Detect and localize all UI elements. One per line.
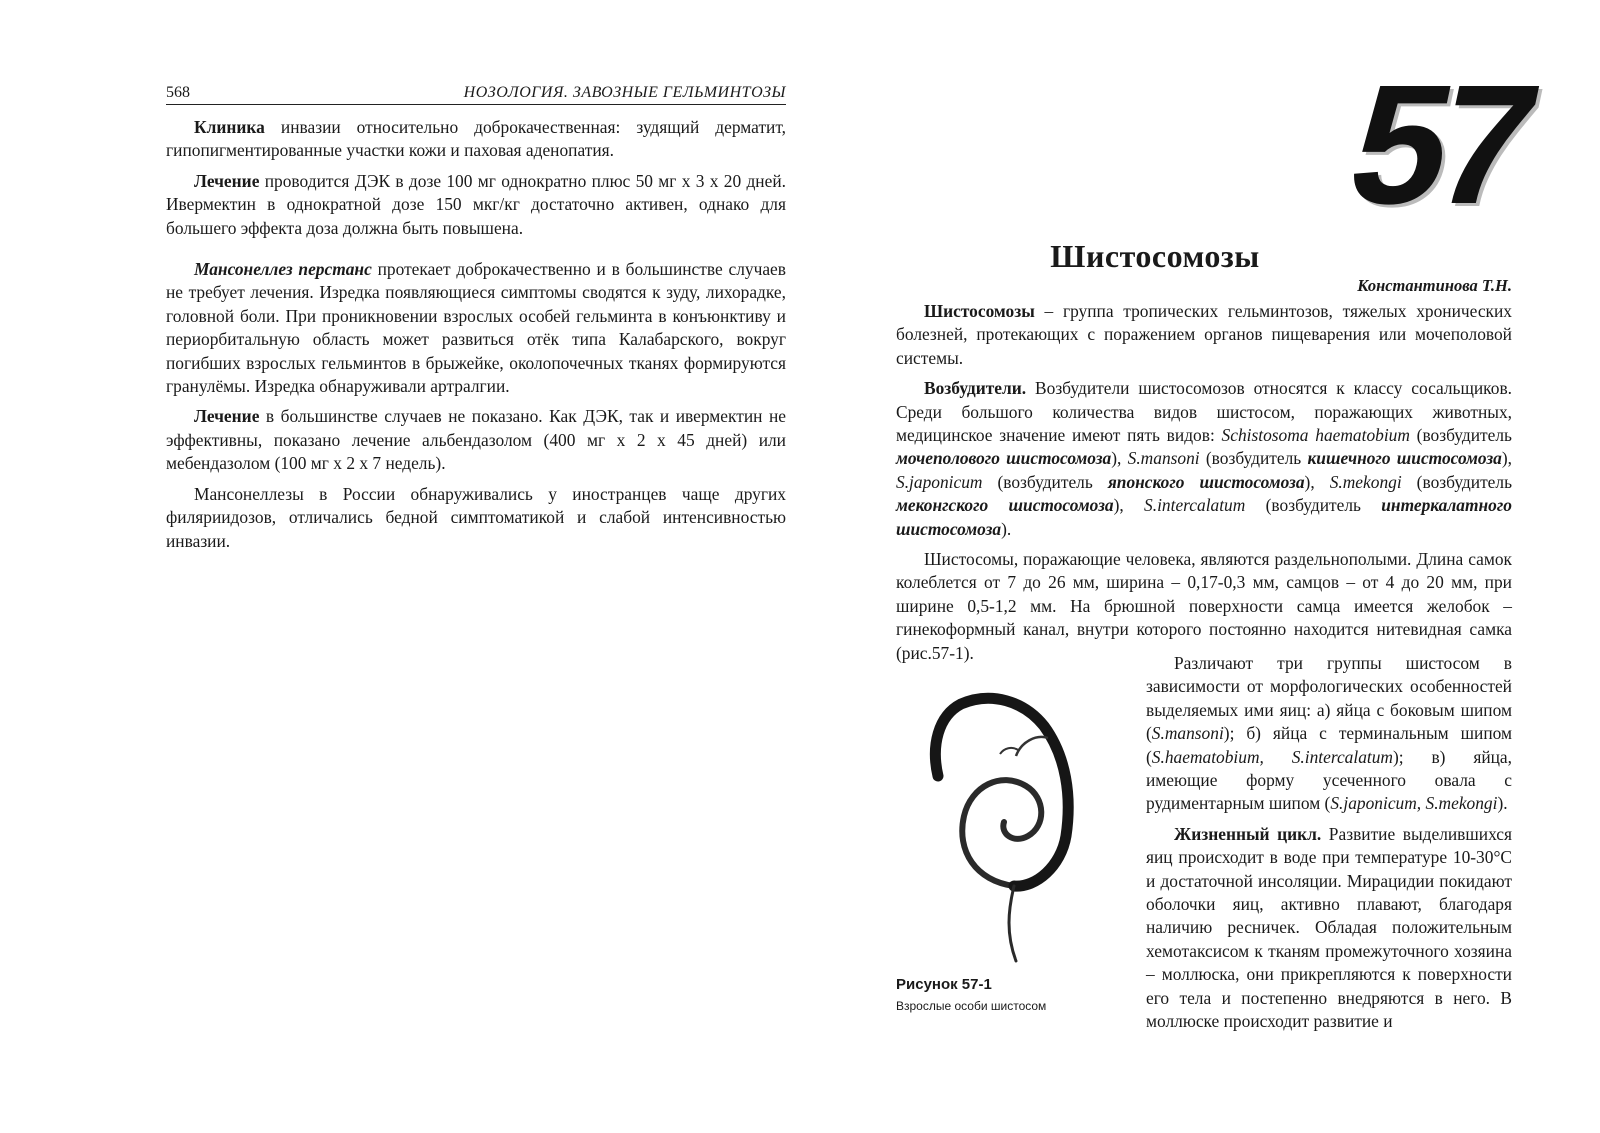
species-japonicum: S.japonicum xyxy=(896,471,983,492)
running-head xyxy=(166,80,786,105)
species-mansoni: S.mansoni xyxy=(1127,448,1200,469)
running-head-title: НОЗОЛОГИЯ. ЗАВОЗНЫЕ ГЕЛЬМИНТОЗЫ xyxy=(463,84,786,101)
schistosome-illustration xyxy=(916,676,1096,966)
term-life-cycle: Жизненный цикл. xyxy=(1174,823,1322,844)
wrapped-text-column xyxy=(1146,652,1512,1041)
term-schistosomiasis: Шистосомозы xyxy=(924,301,1035,321)
species-mekongi: S.mekongi xyxy=(1329,471,1402,492)
paragraph-mansonellosis-perstans: Мансонеллез перстанс протекает доброкачественно и в большинстве случаев не требует лечения. Изредка появляющиеся симптомы сводятся к зуду, лихорадке, головной боли. При проникновении взрослых особей гельминта в конъюнктиву и периорбитальную область может развиться отёк типа Калабарского, вокруг погибших взрослых гельминтов в брыжейке, околопочечных тканях формируются гранулёмы. Изредка обнаруживали артралгии. xyxy=(166,259,786,397)
species-haematobium: Schistosoma haematobium xyxy=(1221,425,1410,446)
figure-schistosomes xyxy=(896,676,1116,976)
paragraph-morphology: Шистосомы, поражающие человека, являются раздельнополыми. Длина самок колеблется от 7 до 26 мм, ширина – 0,17-0,3 мм, самцов – от 4 до 20 мм, при ширине 0,5-1,2 мм. На брюшной поверхности самца имеется желобок – гинекоформный канал, внутри которого постоянно находится нитевидная самка (рис.57-1). xyxy=(896,549,1512,663)
paragraph-life-cycle: Жизненный цикл. Развитие выделившихся яиц происходит в воде при температуре 10-30°С и достаточной инсоляции. Мирацидии покидают оболочки яиц, активно плавают, благодаря наличию ресничек. Обладая положительным хемотаксисом к тканям промежуточного хозяина – моллюска, они прикрепляются к поверхности его тела и постепенно внедряются в него. В моллюске происходит развитие и xyxy=(1146,823,1513,1032)
term-mansonellosis-perstans: Мансонеллез перстанс xyxy=(194,259,372,280)
paragraph-pathogens: Возбудители. Возбудители шистосомозов относятся к классу сосальщиков. Среди большого количества видов шистосом, поражающих животных, медицинское значение имеют пять видов: Schistosoma haematobium (возбудитель мочеполового шистосомоза), S.mansoni (возбудитель кишечного шистосомоза), S.japonicum (возбудитель японского шистосомоза), S.mekongi (возбудитель меконгского шистосомоза), S.intercalatum (возбудитель интеркалатного шистосомоза). xyxy=(896,378,1512,539)
chapter-title: Шистосомозы xyxy=(1050,238,1260,274)
paragraph-treatment-2: Лечение в большинстве случаев не показано. Как ДЭК, так и ивермектин не эффективны, показано лечение альбендазолом (400 мг х 2 х 45 дней) или мебендазолом (100 мг х 2 х 7 недель). xyxy=(166,406,786,474)
figure-description: Взрослые особи шистосом xyxy=(896,999,1047,1013)
right-text-column xyxy=(896,300,1512,672)
species-intercalatum: S.intercalatum xyxy=(1144,495,1246,516)
term-treatment: Лечение xyxy=(194,170,260,191)
chapter-number: 57 xyxy=(1334,50,1545,240)
term-pathogens: Возбудители. xyxy=(924,378,1027,399)
left-text-column xyxy=(166,116,786,560)
paragraph-definition: Шистосомозы – группа тропических гельминтозов, тяжелых хронических болезней, протекающих с поражением органов пищеварения или мочеполовой системы. xyxy=(896,301,1512,368)
paragraph-treatment: Лечение проводится ДЭК в дозе 100 мг однократно плюс 50 мг х 3 х 20 дней. Ивермектин в однократной дозе 150 мкг/кг достаточно активен, однако для большего эффекта доза должна быть повышена. xyxy=(166,170,786,238)
page-number: 568 xyxy=(166,84,190,101)
figure-caption xyxy=(896,976,1136,1013)
paragraph-egg-groups: Различают три группы шистосом в зависимости от морфологических особенностей выделяемых ими яиц: а) яйца с боковым шипом (S.mansoni); б) яйца с терминальным шипом (S.haematobium, S.intercalatum); в) яйца, имеющие форму усеченного овала с рудиментарным шипом (S.japonicum, S.mekongi). xyxy=(1146,653,1512,814)
chapter-author: Константинова Т.Н. xyxy=(1357,276,1512,295)
term-clinic: Клиника xyxy=(194,117,265,137)
paragraph-clinic: Клиника инвазии относительно доброкачественная: зудящий дерматит, гипопигментированные участки кожи и паховая аденопатия. xyxy=(166,117,786,161)
term-treatment-2: Лечение xyxy=(194,406,260,427)
right-page xyxy=(800,0,1600,1133)
figure-label: Рисунок 57-1 xyxy=(896,976,992,993)
paragraph-russia: Мансонеллезы в России обнаруживались у иностранцев чаще других филяриидозов, отличались бедной симптоматикой и слабой интенсивностью инвазии. xyxy=(166,483,786,551)
